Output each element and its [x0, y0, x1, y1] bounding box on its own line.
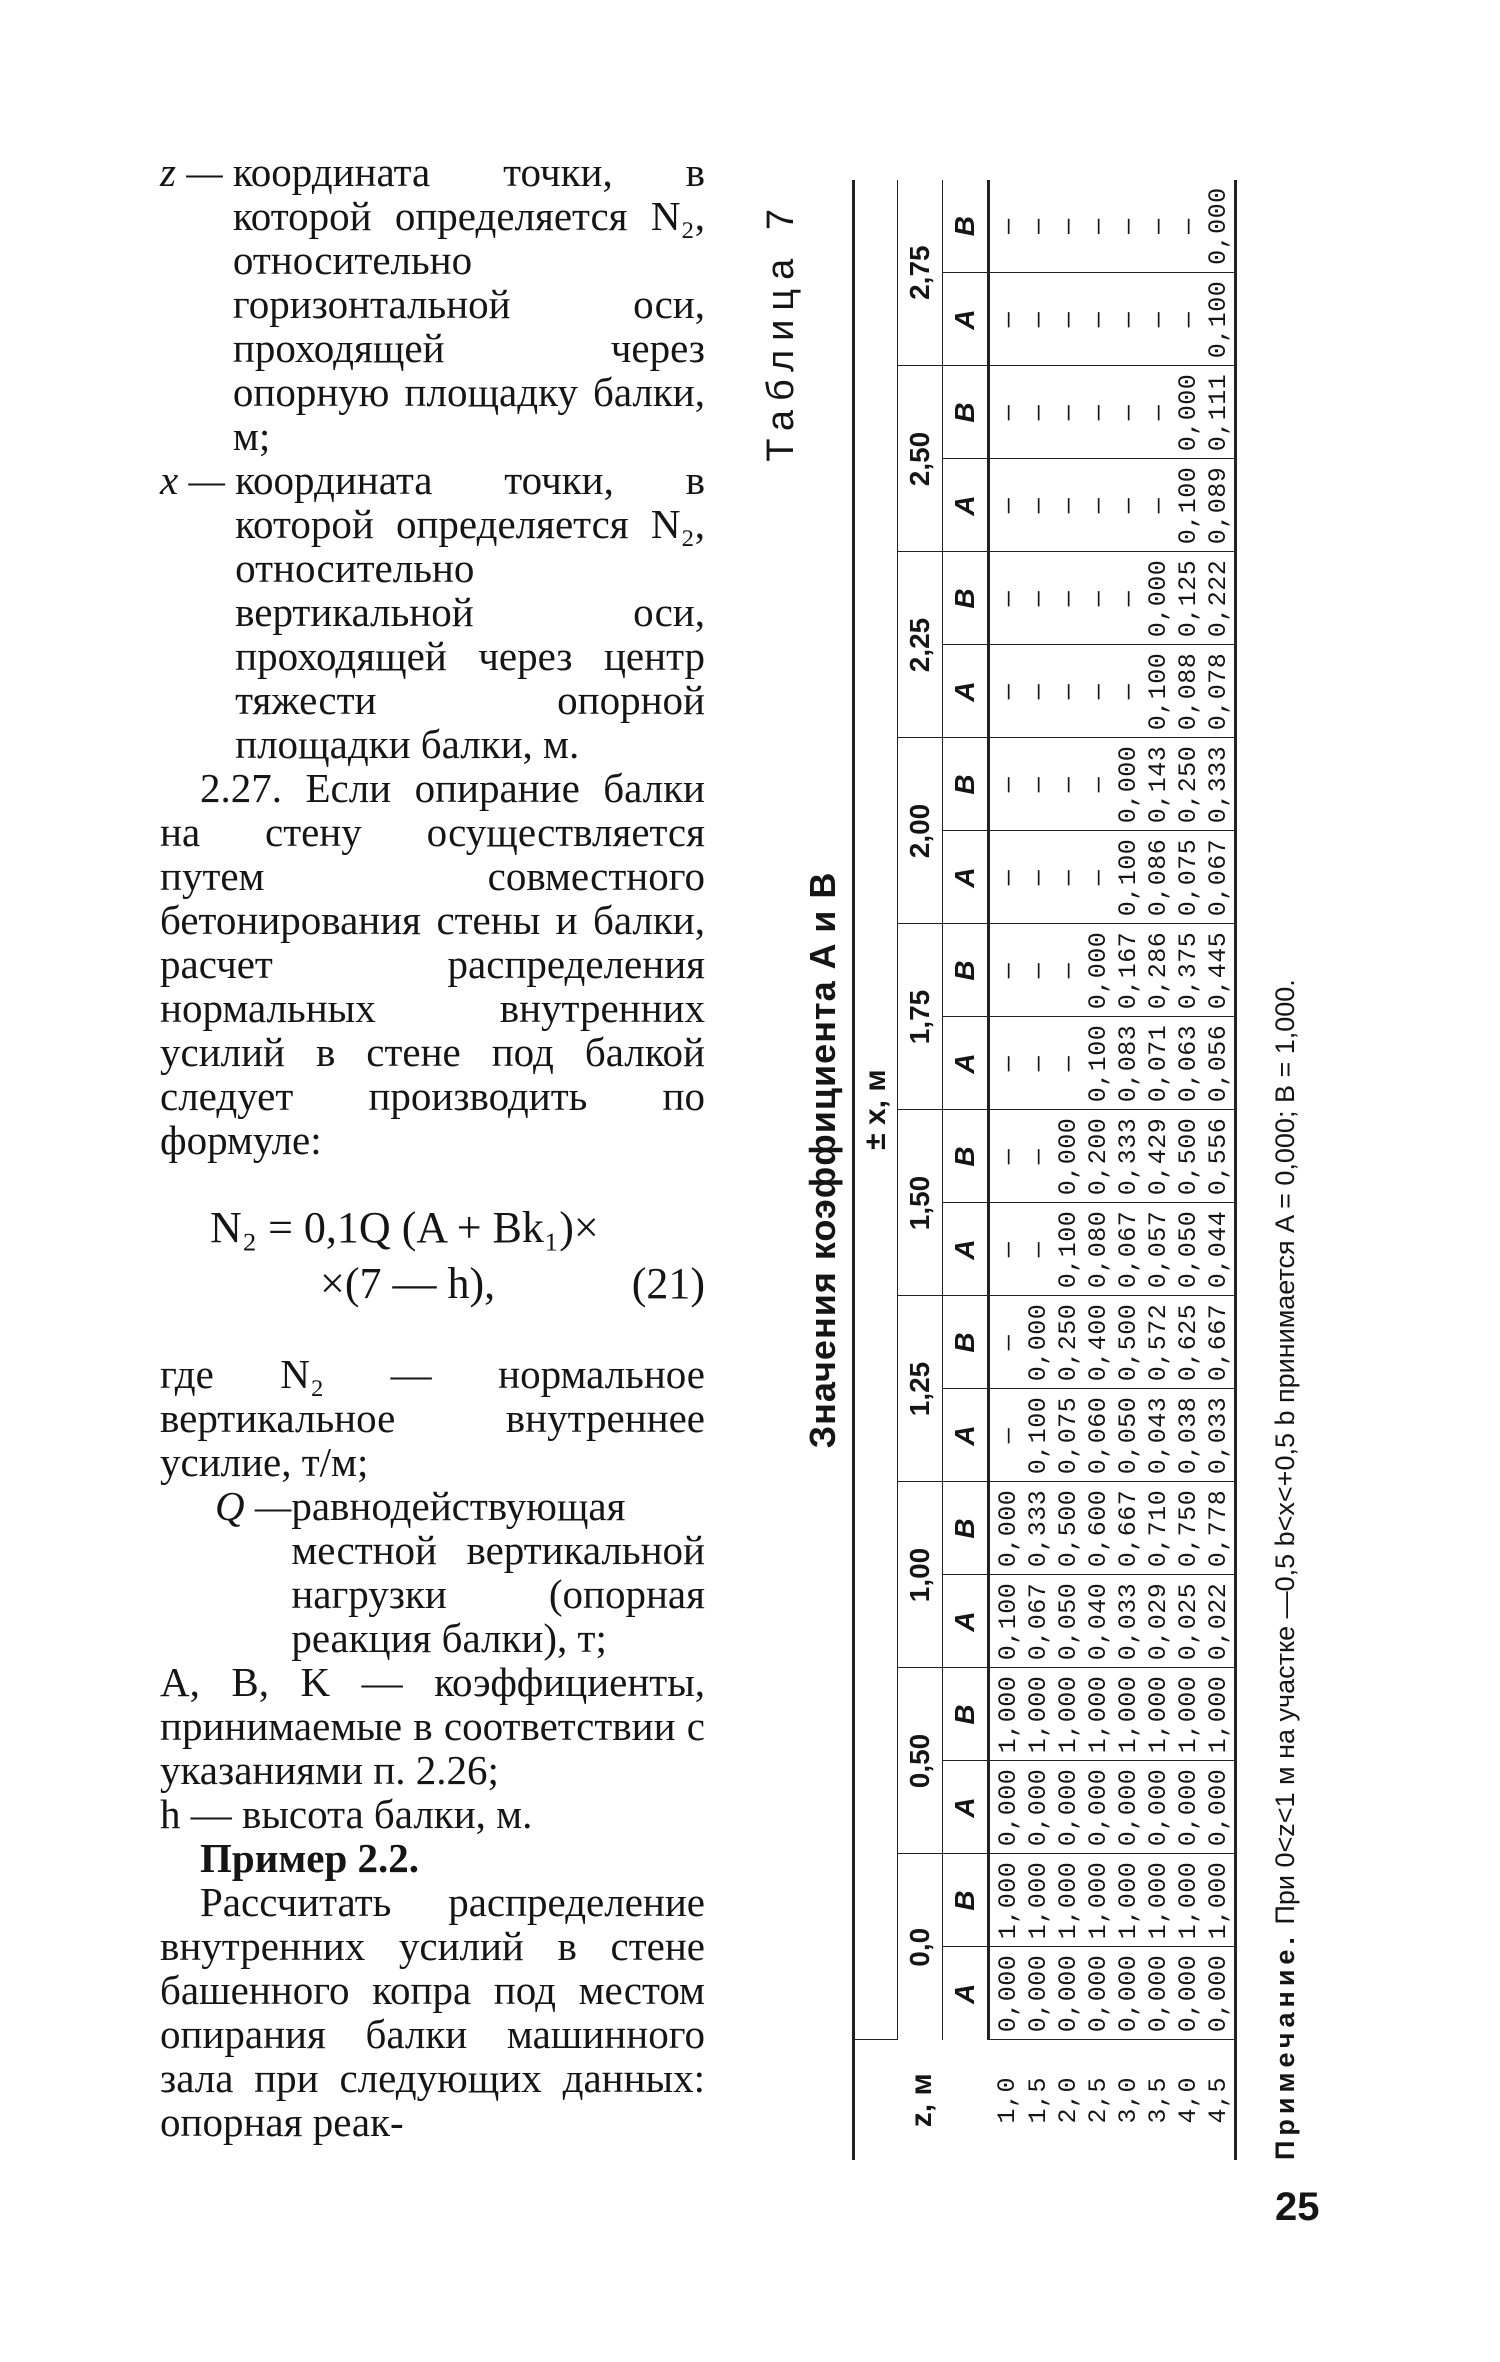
value-cell: 0,333: [1024, 1482, 1054, 1575]
q-description: равнодействующая местной вертикальной нагрузки (опорная реакция балки), т;: [291, 1483, 705, 1661]
value-cell: —: [1054, 459, 1084, 552]
value-cell: 0,000: [1054, 1947, 1084, 2040]
value-cell: 0,080: [1084, 1203, 1114, 1296]
value-cell: 0,286: [1144, 924, 1174, 1017]
value-cell: 0,025: [1174, 1575, 1204, 1668]
table-row: [1114, 180, 1144, 2160]
value-cell: 0,040: [1084, 1575, 1114, 1668]
table-row: [989, 180, 1025, 2160]
value-cell: 0,125: [1174, 552, 1204, 645]
value-cell: —: [1114, 552, 1144, 645]
value-cell: 0,000: [1084, 924, 1114, 1017]
value-cell: 0,067: [1204, 831, 1236, 924]
value-cell: —: [989, 924, 1025, 1017]
value-cell: 0,625: [1174, 1296, 1204, 1389]
value-cell: —: [1024, 459, 1054, 552]
value-cell: —: [1024, 738, 1054, 831]
x-value-header: 0,0: [898, 1854, 943, 2040]
value-cell: —: [989, 1296, 1025, 1389]
value-cell: 0,088: [1174, 645, 1204, 738]
value-cell: —: [1084, 459, 1114, 552]
formula-number: (21): [631, 1259, 705, 1308]
value-cell: 0,333: [1204, 738, 1236, 831]
value-cell: —: [1144, 180, 1174, 273]
value-cell: 0,100: [1204, 273, 1236, 366]
q-definition: [160, 1484, 705, 1660]
value-cell: 0,667: [1114, 1482, 1144, 1575]
value-cell: —: [1054, 180, 1084, 273]
value-cell: 0,071: [1144, 1017, 1174, 1110]
z-cell: 4,5: [1204, 2040, 1236, 2160]
value-cell: —: [1024, 831, 1054, 924]
value-cell: 0,044: [1204, 1203, 1236, 1296]
x-value-header: 2,00: [898, 738, 943, 924]
where-clause: где N₂ — нормальное вертикальное внутреннее усилие, т/м;: [160, 1351, 705, 1485]
value-cell: 0,043: [1144, 1389, 1174, 1482]
value-cell: 0,050: [1174, 1203, 1204, 1296]
x-value-header: 1,00: [898, 1482, 943, 1668]
value-cell: —: [1054, 738, 1084, 831]
rotated-table-block: [750, 160, 1325, 2160]
a-subheader: A: [943, 1761, 989, 1854]
value-cell: —: [1144, 366, 1174, 459]
x-description: координата точки, в которой определяется N₂, относительно вертикальной оси, проходящей через центр тяжести опорной площадки балки, м.: [235, 457, 705, 767]
value-cell: 0,500: [1054, 1482, 1084, 1575]
value-cell: —: [989, 831, 1025, 924]
value-cell: 0,375: [1174, 924, 1204, 1017]
table-caption: Таблица 7: [760, 200, 802, 462]
value-cell: 0,572: [1144, 1296, 1174, 1389]
value-cell: 0,445: [1204, 924, 1236, 1017]
value-cell: —: [1114, 273, 1144, 366]
a-subheader: A: [943, 273, 989, 366]
value-cell: 0,100: [1054, 1203, 1084, 1296]
example-text: Рассчитать распределение внутренних усилий в стене башенного копра под местом опирания балки машинного зала при следующих данных: опорная реак-: [160, 1879, 705, 2145]
paragraph-2-27: 2.27. Если опирание балки на стену осуществляется путем совместного бетонирования стены и балки, расчет распределения нормальных внутренних усилий в стене под балкой следует производить по формуле:: [160, 765, 705, 1163]
value-cell: —: [1024, 273, 1054, 366]
value-cell: 0,067: [1024, 1575, 1054, 1668]
value-cell: 0,063: [1174, 1017, 1204, 1110]
value-cell: 0,500: [1174, 1110, 1204, 1203]
value-cell: —: [1144, 273, 1174, 366]
value-cell: 0,000: [1144, 552, 1174, 645]
b-subheader: B: [943, 1668, 989, 1761]
a-subheader: A: [943, 1389, 989, 1482]
value-cell: 0,000: [1174, 366, 1204, 459]
value-cell: —: [989, 1017, 1025, 1110]
formula-line-2: [160, 1256, 705, 1312]
value-cell: 0,075: [1054, 1389, 1084, 1482]
value-cell: —: [1024, 924, 1054, 1017]
value-cell: —: [1114, 366, 1144, 459]
value-cell: 0,000: [1204, 180, 1236, 273]
value-cell: —: [1084, 366, 1114, 459]
value-cell: —: [1144, 459, 1174, 552]
z-definition: [160, 150, 705, 458]
value-cell: 0,050: [1054, 1575, 1084, 1668]
formula-line-2-expr: ×(7 — h),: [320, 1259, 496, 1308]
value-cell: 1,000: [989, 1668, 1025, 1761]
b-subheader: B: [943, 738, 989, 831]
a-subheader: A: [943, 831, 989, 924]
value-cell: —: [1084, 273, 1114, 366]
value-cell: 0,000: [1024, 1296, 1054, 1389]
value-cell: —: [1084, 831, 1114, 924]
value-cell: —: [1024, 552, 1054, 645]
value-cell: —: [989, 645, 1025, 738]
z-description: координата точки, в которой определяется N₂, относительно горизонтальной оси, проходящей через опорную площадку балки, м;: [232, 149, 705, 459]
value-cell: 0,333: [1114, 1110, 1144, 1203]
z-term: z —: [160, 149, 233, 195]
formula-line-1: N₂ = 0,1Q (A + Bk₁)×: [210, 1203, 599, 1252]
value-cell: —: [1054, 366, 1084, 459]
a-subheader: A: [943, 645, 989, 738]
value-cell: 0,000: [1204, 1761, 1236, 1854]
a-subheader: A: [943, 1203, 989, 1296]
x-value-header: 1,50: [898, 1110, 943, 1296]
value-cell: 0,200: [1084, 1110, 1114, 1203]
value-cell: —: [989, 738, 1025, 831]
value-cell: —: [1084, 180, 1114, 273]
value-cell: 1,000: [1174, 1668, 1204, 1761]
value-cell: —: [989, 180, 1025, 273]
value-cell: 0,022: [1204, 1575, 1236, 1668]
body-text: [160, 150, 705, 2144]
formula-21: [160, 1200, 705, 1312]
x-definition: [160, 458, 705, 766]
a-subheader: A: [943, 1575, 989, 1668]
value-cell: —: [989, 1110, 1025, 1203]
value-cell: 1,000: [1204, 1668, 1236, 1761]
value-cell: 0,600: [1084, 1482, 1114, 1575]
value-cell: 0,100: [1144, 645, 1174, 738]
value-cell: —: [1024, 1110, 1054, 1203]
table-row: [1144, 180, 1174, 2160]
value-cell: 0,143: [1144, 738, 1174, 831]
value-cell: 1,000: [1024, 1854, 1054, 1947]
x-term: x —: [160, 457, 236, 503]
value-cell: 0,057: [1144, 1203, 1174, 1296]
value-cell: —: [989, 552, 1025, 645]
value-cell: 1,000: [1174, 1854, 1204, 1947]
z-cell: 2,5: [1084, 2077, 1113, 2124]
z-cell: 1,0: [993, 2077, 1023, 2124]
value-cell: 0,000: [1174, 1947, 1204, 2040]
value-cell: —: [1024, 1017, 1054, 1110]
coefficients-table: [852, 180, 1237, 2160]
value-cell: 1,000: [1114, 1668, 1144, 1761]
value-cell: 0,100: [1114, 831, 1144, 924]
abk-definition: A, B, K — коэффициенты, принимаемые в соответствии с указаниями п. 2.26;: [160, 1659, 705, 1793]
value-cell: 0,250: [1174, 738, 1204, 831]
value-cell: 0,083: [1114, 1017, 1144, 1110]
h-definition: h — высота балки, м.: [160, 1791, 533, 1837]
value-cell: 0,000: [1054, 1761, 1084, 1854]
value-cell: 0,029: [1144, 1575, 1174, 1668]
value-cell: —: [1024, 366, 1054, 459]
value-cell: —: [1114, 180, 1144, 273]
b-subheader: B: [943, 1854, 989, 1947]
value-cell: 1,000: [1144, 1668, 1174, 1761]
value-cell: 0,033: [1114, 1575, 1144, 1668]
value-cell: 0,000: [989, 1947, 1025, 2040]
value-cell: 0,033: [1204, 1389, 1236, 1482]
value-cell: 0,000: [1114, 738, 1144, 831]
table-title: Значения коэффициента A и B: [802, 871, 843, 1449]
value-cell: 0,000: [989, 1761, 1025, 1854]
value-cell: 0,060: [1084, 1389, 1114, 1482]
value-cell: —: [1054, 924, 1084, 1017]
value-cell: 0,038: [1174, 1389, 1204, 1482]
q-term: Q —: [215, 1483, 292, 1529]
z-cell: 3,0: [1114, 2077, 1143, 2124]
value-cell: 0,778: [1204, 1482, 1236, 1575]
value-cell: —: [1084, 738, 1114, 831]
z-cell: 4,0: [1174, 2077, 1203, 2124]
value-cell: 0,167: [1114, 924, 1144, 1017]
x-value-header: 2,25: [898, 552, 943, 738]
z-cell: 2,0: [1054, 2077, 1083, 2124]
page-number: 25: [1275, 2185, 1320, 2229]
value-cell: 0,750: [1174, 1482, 1204, 1575]
value-cell: 0,000: [1024, 1947, 1054, 2040]
note-label: Примечание.: [1270, 1932, 1300, 2160]
value-cell: 0,000: [1204, 1947, 1236, 2040]
x-value-header: 2,50: [898, 366, 943, 552]
value-cell: 0,078: [1204, 645, 1236, 738]
value-cell: 0,075: [1174, 831, 1204, 924]
x-header: ± x, м: [854, 180, 898, 2040]
x-value-header: 1,25: [898, 1296, 943, 1482]
value-cell: 0,100: [989, 1575, 1025, 1668]
value-cell: 0,100: [1084, 1017, 1114, 1110]
a-subheader: A: [943, 1017, 989, 1110]
z-header: z, м: [854, 2040, 989, 2160]
table-row: [1174, 180, 1204, 2160]
value-cell: 1,000: [1054, 1668, 1084, 1761]
value-cell: 0,000: [1114, 1947, 1144, 2040]
value-cell: —: [989, 459, 1025, 552]
value-cell: 0,100: [1174, 459, 1204, 552]
value-cell: —: [989, 1389, 1025, 1482]
value-cell: —: [1054, 273, 1084, 366]
value-cell: 0,222: [1204, 552, 1236, 645]
value-cell: —: [1054, 645, 1084, 738]
value-cell: 0,056: [1204, 1017, 1236, 1110]
b-subheader: B: [943, 1296, 989, 1389]
value-cell: 1,000: [989, 1854, 1025, 1947]
value-cell: 0,000: [1024, 1761, 1054, 1854]
value-cell: —: [1084, 645, 1114, 738]
a-subheader: A: [943, 1947, 989, 2040]
b-subheader: B: [943, 1482, 989, 1575]
value-cell: —: [1054, 1017, 1084, 1110]
value-cell: —: [1174, 273, 1204, 366]
value-cell: —: [1024, 180, 1054, 273]
value-cell: 0,556: [1204, 1110, 1236, 1203]
example-title: Пример 2.2.: [200, 1835, 419, 1881]
x-value-header: 1,75: [898, 924, 943, 1110]
value-cell: —: [989, 1203, 1025, 1296]
value-cell: —: [1024, 645, 1054, 738]
value-cell: 0,429: [1144, 1110, 1174, 1203]
b-subheader: B: [943, 1110, 989, 1203]
table-row: [1054, 180, 1084, 2160]
table-note: [1270, 979, 1301, 2160]
value-cell: 0,086: [1144, 831, 1174, 924]
value-cell: 0,000: [1054, 1110, 1084, 1203]
value-cell: —: [1114, 459, 1144, 552]
value-cell: 0,050: [1114, 1389, 1144, 1482]
value-cell: —: [1024, 1203, 1054, 1296]
value-cell: 0,000: [1144, 1761, 1174, 1854]
b-subheader: B: [943, 924, 989, 1017]
value-cell: 1,000: [1084, 1854, 1114, 1947]
value-cell: 0,500: [1114, 1296, 1144, 1389]
value-cell: —: [989, 273, 1025, 366]
value-cell: 0,667: [1204, 1296, 1236, 1389]
value-cell: 1,000: [1204, 1854, 1236, 1947]
value-cell: —: [1054, 831, 1084, 924]
value-cell: —: [989, 366, 1025, 459]
value-cell: 1,000: [1084, 1668, 1114, 1761]
b-subheader: B: [943, 366, 989, 459]
value-cell: 1,000: [1054, 1854, 1084, 1947]
value-cell: 0,111: [1204, 366, 1236, 459]
value-cell: 0,000: [1084, 1761, 1114, 1854]
value-cell: 0,000: [1144, 1947, 1174, 2040]
table-row: [1204, 180, 1236, 2160]
value-cell: 0,089: [1204, 459, 1236, 552]
table-row: [1024, 180, 1054, 2160]
value-cell: 0,250: [1054, 1296, 1084, 1389]
value-cell: —: [1114, 645, 1144, 738]
value-cell: 1,000: [1114, 1854, 1144, 1947]
value-cell: 1,000: [1024, 1668, 1054, 1761]
value-cell: 0,000: [1174, 1761, 1204, 1854]
value-cell: 0,400: [1084, 1296, 1114, 1389]
b-subheader: B: [943, 552, 989, 645]
value-cell: —: [1054, 552, 1084, 645]
value-cell: 0,000: [989, 1482, 1025, 1575]
z-cell: 3,5: [1144, 2077, 1173, 2124]
value-cell: 1,000: [1144, 1854, 1174, 1947]
value-cell: 0,100: [1024, 1389, 1054, 1482]
x-value-header: 0,50: [898, 1668, 943, 1854]
value-cell: 0,000: [1114, 1761, 1144, 1854]
value-cell: 0,000: [1084, 1947, 1114, 2040]
a-subheader: A: [943, 459, 989, 552]
b-subheader: B: [943, 180, 989, 273]
table-row: [1084, 180, 1114, 2160]
value-cell: —: [1084, 552, 1114, 645]
value-cell: —: [1174, 180, 1204, 273]
note-text: При 0<z<1 м на участке —0,5 b<x<+0,5 b принимается A = 0,000; B = 1,000.: [1270, 979, 1300, 1933]
x-value-header: 2,75: [898, 180, 943, 366]
value-cell: 0,067: [1114, 1203, 1144, 1296]
value-cell: 0,710: [1144, 1482, 1174, 1575]
z-cell: 1,5: [1024, 2077, 1053, 2124]
